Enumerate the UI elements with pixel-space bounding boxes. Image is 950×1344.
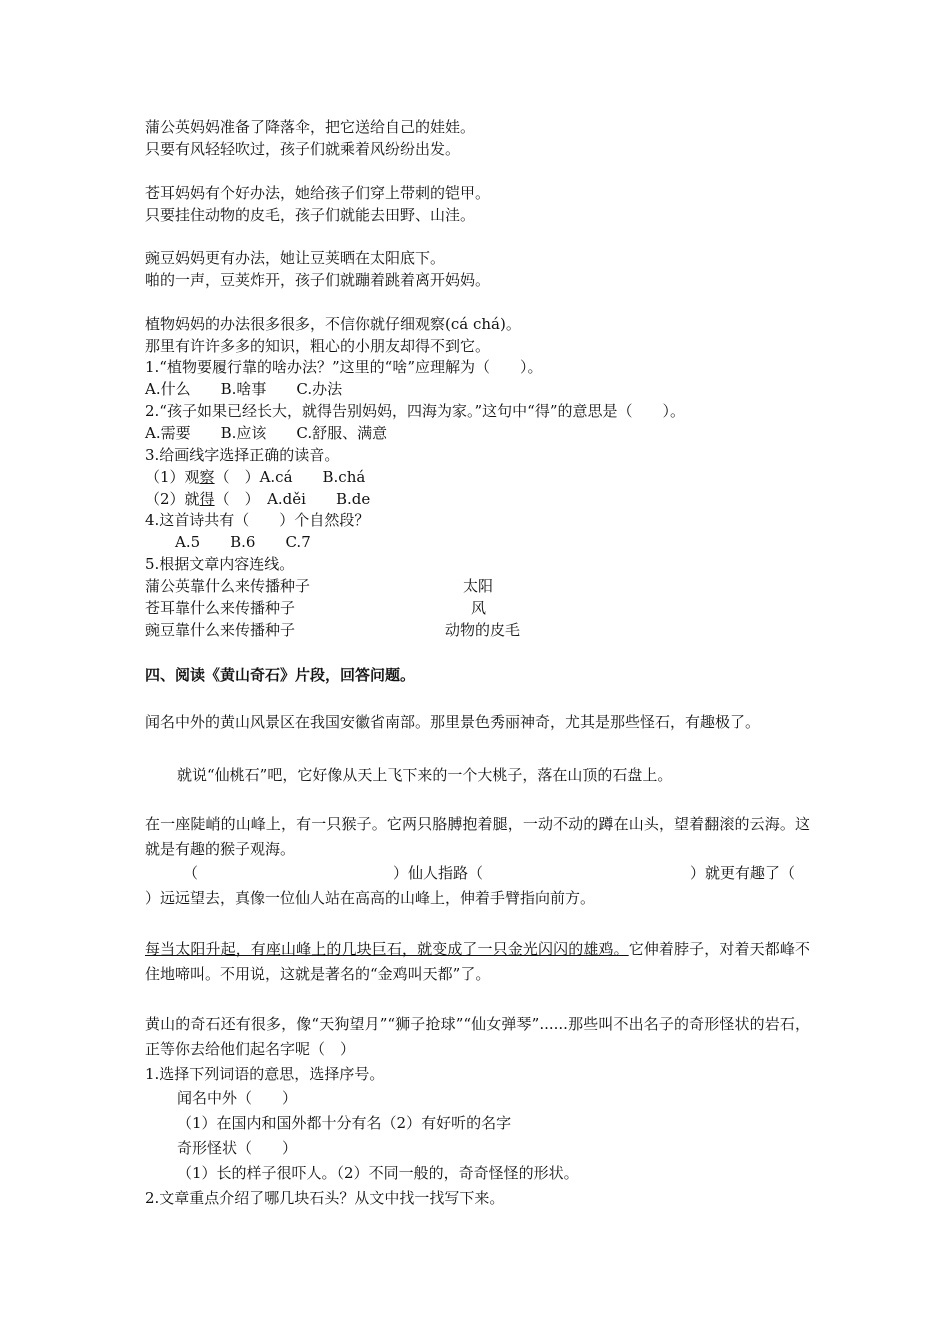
term-1-options: （1）在国内和国外都十分有名（2）有好听的名字 — [177, 1114, 512, 1132]
match-right-item: 风 — [471, 599, 487, 617]
section4-question-1: 1.选择下列词语的意思，选择序号。 — [145, 1065, 385, 1083]
question-3-item-1 — [145, 466, 365, 488]
item-options: （ ） A.děi B.de — [214, 490, 371, 508]
poem-line: 只要挂住动物的皮毛，孩子们就能去田野、山洼。 — [145, 206, 476, 224]
paragraph-2: 在一座陡峭的山峰上，有一只猴子。它两只胳膊抱着腿，一动不动的蹲在山头，望着翻滚的云海。这就是有趣的猴子观海。 — [145, 815, 810, 858]
term-2-options: （1）长的样子很吓人。（2）不同一般的，奇奇怪怪的形状。 — [177, 1164, 579, 1182]
paragraph-1: 闻名中外的黄山风景区在我国安徽省南部。那里景色秀丽神奇，尤其是那些怪石，有趣极了。 — [145, 713, 761, 731]
paragraph-1b: 就说“仙桃石”吧，它好像从天上飞下来的一个大桃子，落在山顶的石盘上。 — [177, 766, 673, 784]
poem-line: 啪的一声，豆荚炸开，孩子们就蹦着跳着离开妈妈。 — [145, 271, 491, 289]
item-prefix: （2）就 — [145, 490, 200, 508]
question-5: 5.根据文章内容连线。 — [145, 555, 295, 573]
poem-line: 豌豆妈妈更有办法，她让豆荚晒在太阳底下。 — [145, 249, 446, 267]
paragraph-4-rest: 它伸着脖子，对着天都峰不住地啼叫。不用说，这就是著名的“金鸡叫天都”了。 — [145, 940, 810, 983]
match-left-item: 豌豆靠什么来传播种子 — [145, 621, 296, 639]
question-3-item-2 — [145, 488, 370, 510]
term-2: 奇形怪状（ ） — [177, 1139, 298, 1157]
match-right-item: 太阳 — [463, 577, 494, 595]
question-2-options: A.需要 B.应该 C.舒服、满意 — [145, 424, 388, 442]
poem-line: 苍耳妈妈有个好办法，她给孩子们穿上带刺的铠甲。 — [145, 184, 491, 202]
question-4: 4.这首诗共有（ ）个自然段？ — [145, 511, 370, 529]
poem-line: 只要有风轻轻吹过，孩子们就乘着风纷纷出发。 — [145, 140, 461, 158]
paragraph-3-text: ）就更有趣了（ — [690, 864, 796, 882]
paragraph-3-text: ）远远望去，真像一位仙人站在高高的山峰上，伸着手臂指向前方。 — [145, 889, 596, 907]
match-left-item: 蒲公英靠什么来传播种子 — [145, 577, 311, 595]
underlined-sentence: 每当太阳升起，有座山峰上的几块巨石，就变成了一只金光闪闪的雄鸡。 — [145, 940, 629, 958]
paragraph-3-text: ）仙人指路（ — [393, 864, 484, 882]
poem-line: 蒲公英妈妈准备了降落伞，把它送给自己的娃娃。 — [145, 118, 476, 136]
question-3: 3.给画线字选择正确的读音。 — [145, 446, 340, 464]
match-right-item: 动物的皮毛 — [445, 621, 521, 639]
question-4-options: A.5 B.6 C.7 — [175, 533, 311, 551]
question-2: 2.“孩子如果已经长大，就得告别妈妈，四海为家。”这句中“得”的意思是（ ）。 — [145, 402, 685, 420]
question-1-options: A.什么 B.啥事 C.办法 — [145, 380, 343, 398]
underlined-char: 察 — [199, 468, 215, 486]
item-prefix: （1）观 — [145, 468, 200, 486]
poem-line: 那里有许许多多的知识，粗心的小朋友却得不到它。 — [145, 337, 491, 355]
paragraph-5: 黄山的奇石还有很多，像“天狗望月”“狮子抢球”“仙女弹琴”......那些叫不出名子的奇形怪状的岩石，正等你去给他们起名字呢（ ） — [145, 1015, 810, 1058]
poem-line: 植物妈妈的办法很多很多，不信你就仔细观察(cá chá)。 — [145, 315, 521, 333]
blank-paren: （ — [183, 864, 199, 882]
term-1: 闻名中外（ ） — [177, 1089, 298, 1107]
paragraph-4 — [145, 937, 810, 987]
underlined-char: 得 — [199, 490, 215, 508]
item-options: （ ）A.cá B.chá — [214, 468, 366, 486]
section4-question-2: 2.文章重点介绍了哪几块石头？从文中找一找写下来。 — [145, 1189, 505, 1207]
question-1: 1.“植物要履行靠的啥办法？”这里的“啥”应理解为（ ）。 — [145, 358, 543, 376]
section-heading: 四、阅读《黄山奇石》片段，回答问题。 — [145, 666, 416, 684]
match-left-item: 苍耳靠什么来传播种子 — [145, 599, 296, 617]
